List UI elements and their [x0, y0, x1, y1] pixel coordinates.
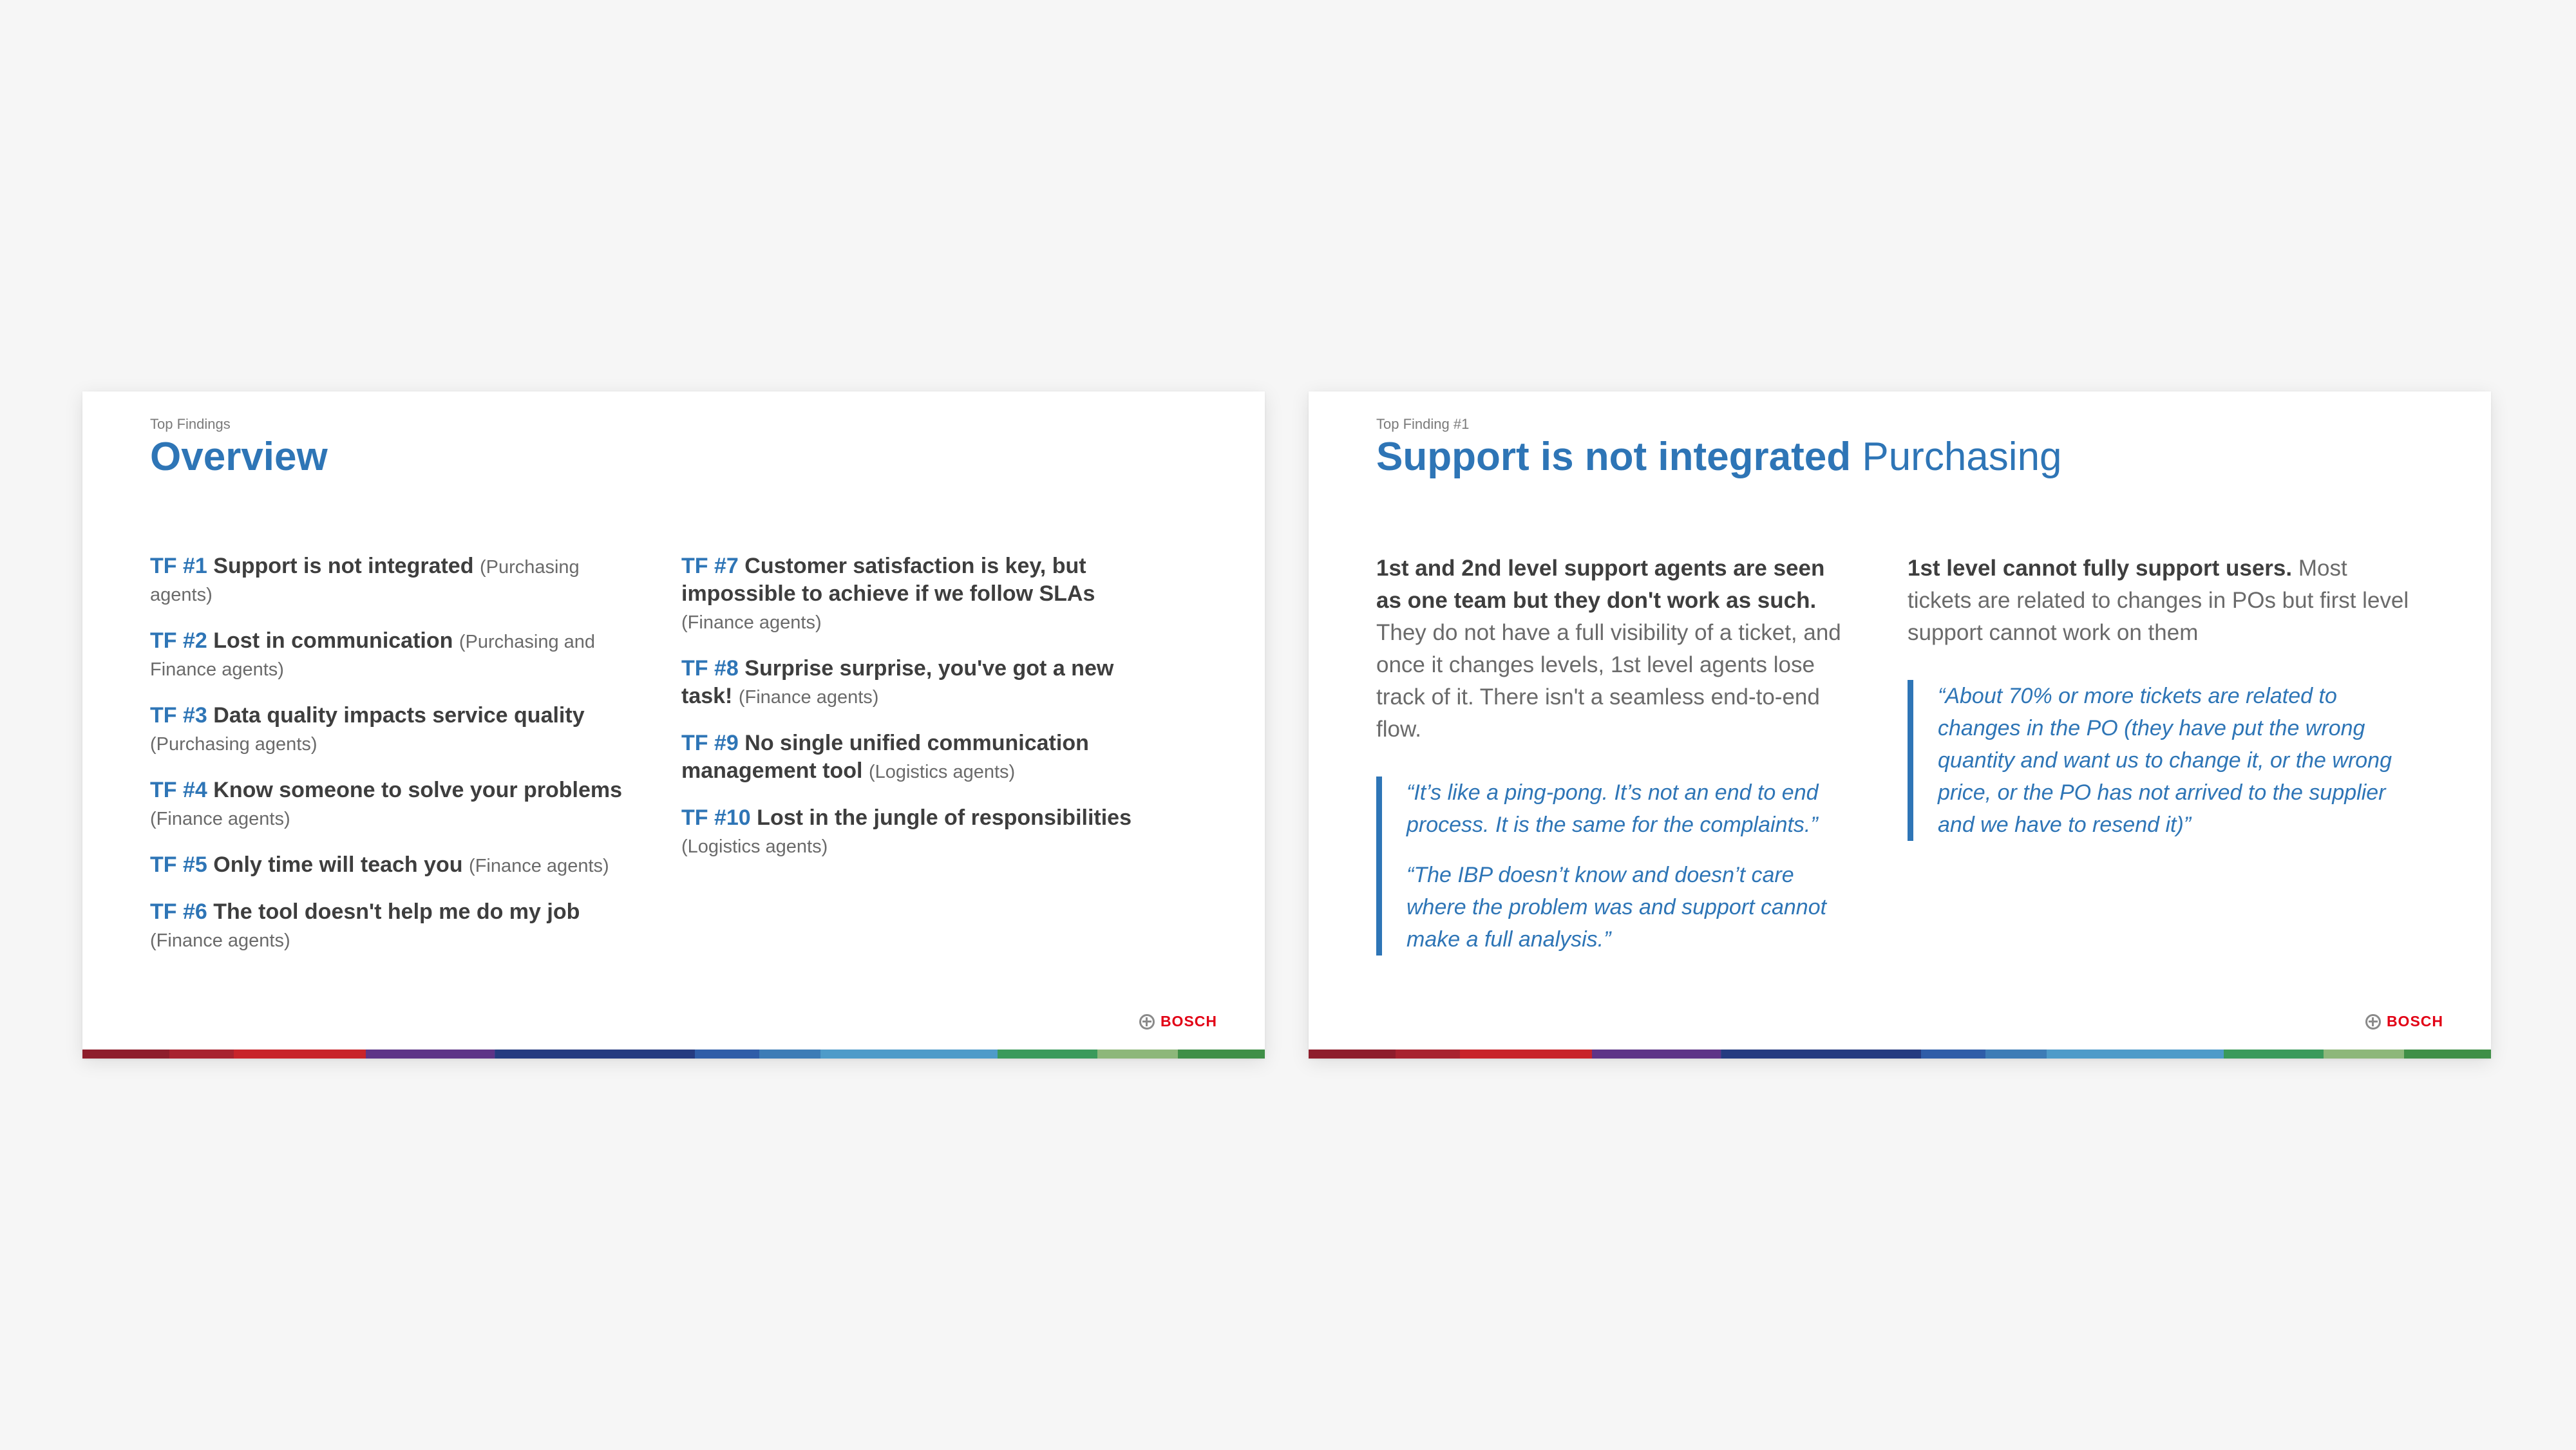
finding-column-right — [1908, 552, 2416, 841]
list-item: TF #9 No single unified communication management tool (Logistics agents) — [681, 731, 1089, 783]
finding-body: They do not have a full visibility of a ticket, and once it changes levels, 1st level agents lose track of it. There isn't a seamless end-to-end flow. — [1376, 620, 1841, 742]
finding-paragraph — [1908, 552, 2416, 649]
logo-text: BOSCH — [1160, 1013, 1217, 1030]
list-item: TF #6 The tool doesn't help me do my job (Finance agents) — [150, 899, 580, 951]
bosch-logo — [1139, 1013, 1217, 1030]
slide-overview — [82, 391, 1265, 1059]
bosch-logo — [2365, 1013, 2443, 1030]
list-item: TF #8 Surprise surprise, you've got a new task! (Finance agents) — [681, 656, 1114, 708]
list-item: TF #7 Customer satisfaction is key, but impossible to achieve if we follow SLAs (Finance agents) — [681, 554, 1095, 633]
finding-body: Most tickets are related to changes in POs but first level support cannot work on them — [1908, 556, 2409, 645]
title-bold: Support is not integrated — [1376, 435, 1852, 479]
findings-list-right — [681, 552, 1158, 879]
list-item: TF #2 Lost in communication (Purchasing and Finance agents) — [150, 628, 596, 680]
quote: “It’s like a ping-pong. It’s not an end to end process. It is the same for the complaints.” — [1406, 780, 1819, 837]
quote: “About 70% or more tickets are related to changes in the PO (they have put the wrong quantity and want us to change it, or the wrong price, or the PO has not arrived to the supplier and we have to resend it)” — [1938, 684, 2392, 837]
finding-column-left — [1376, 552, 1853, 956]
list-item: TF #1 Support is not integrated (Purchasing agents) — [150, 554, 580, 605]
slide-top-finding-1 — [1309, 391, 2491, 1059]
slide-title: Overview — [150, 435, 328, 479]
finding-lead: 1st and 2nd level support agents are seen as one team but they don't work as such. — [1376, 556, 1825, 613]
findings-list-left — [150, 552, 633, 973]
title-category: Purchasing — [1862, 435, 2062, 479]
slide-kicker: Top Finding #1 — [1376, 416, 1470, 432]
logo-text: BOSCH — [2386, 1013, 2443, 1030]
slide-kicker: Top Findings — [150, 416, 231, 432]
bosch-armature-icon — [1139, 1014, 1155, 1030]
list-item: TF #5 Only time will teach you (Finance agents) — [150, 852, 609, 877]
slide-title — [1376, 434, 2062, 480]
bosch-armature-icon — [2365, 1014, 2381, 1030]
list-item: TF #4 Know someone to solve your problems (Finance agents) — [150, 778, 623, 829]
finding-lead: 1st level cannot fully support users. — [1908, 556, 2293, 581]
color-stripe — [1309, 1050, 2491, 1059]
quote-block — [1908, 680, 2416, 841]
color-stripe — [82, 1050, 1265, 1059]
list-item: TF #10 Lost in the jungle of responsibilities (Logistics agents) — [681, 805, 1132, 857]
quote-block — [1376, 777, 1853, 956]
quote: “The IBP doesn’t know and doesn’t care where the problem was and support cannot make a full analysis.” — [1406, 863, 1827, 952]
list-item: TF #3 Data quality impacts service quality (Purchasing agents) — [150, 703, 585, 755]
finding-paragraph — [1376, 552, 1853, 746]
